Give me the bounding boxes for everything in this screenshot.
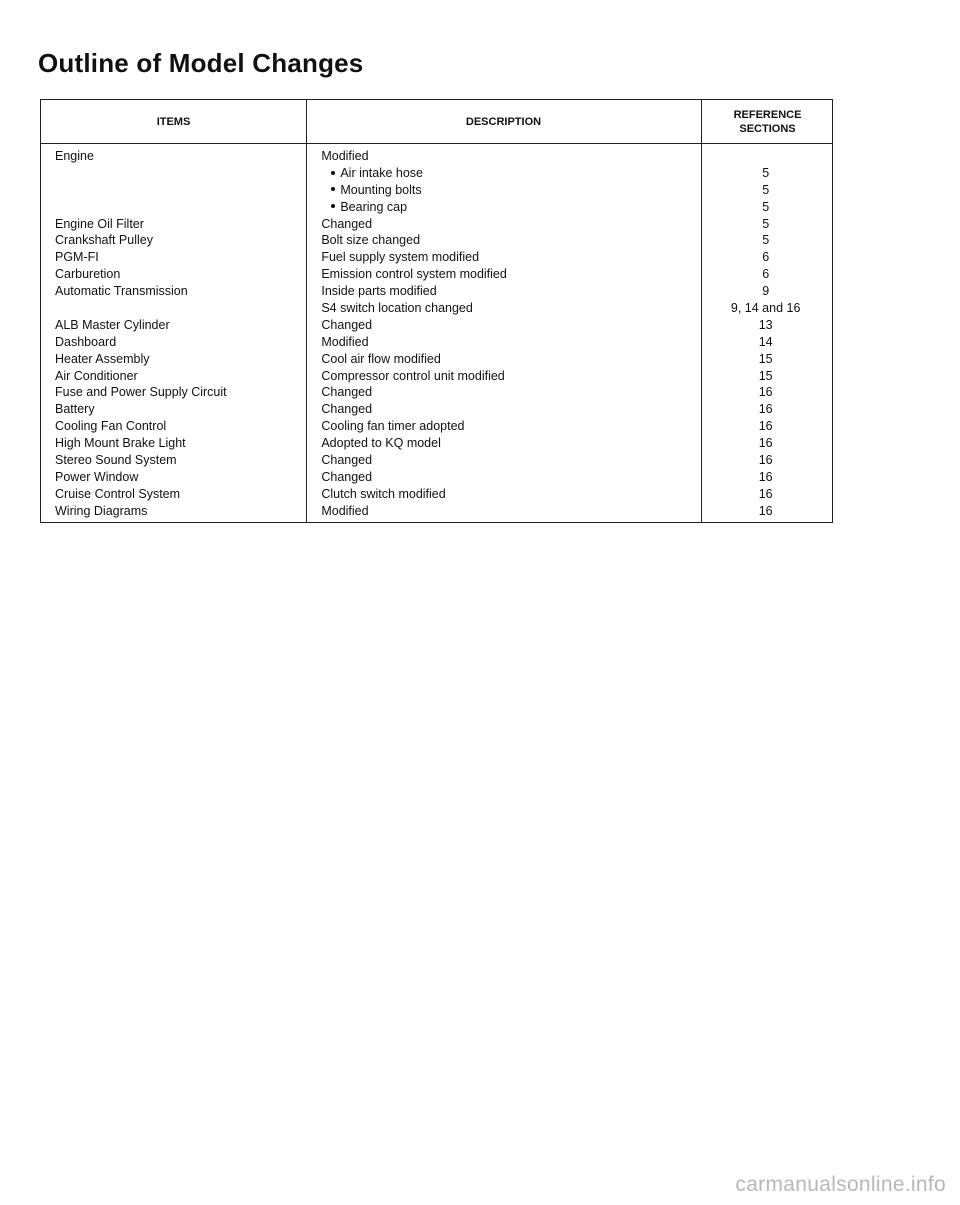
- description-text: Adopted to KQ model: [321, 436, 441, 451]
- description-text: S4 switch location changed: [321, 301, 473, 316]
- description-text: Modified: [321, 149, 369, 163]
- description-text: Changed: [321, 469, 373, 484]
- description-text: Bearing cap: [340, 199, 408, 214]
- item-cell: Dashboard: [55, 334, 117, 349]
- item-cell: High Mount Brake Light: [55, 436, 186, 451]
- item-cell: [41, 199, 305, 216]
- description-cell: [305, 283, 699, 300]
- item-cell: Heater Assembly: [55, 351, 150, 366]
- item-cell: Engine: [55, 149, 94, 163]
- table-row: [41, 148, 832, 165]
- description-cell: [305, 452, 699, 469]
- bullet-icon: [331, 187, 335, 191]
- table-row: [41, 452, 832, 469]
- table-row: [41, 503, 832, 520]
- bullet-icon: [331, 171, 335, 175]
- description-cell: [305, 199, 699, 216]
- item-cell: PGM-FI: [55, 250, 99, 265]
- header-reference-sections: [701, 100, 834, 144]
- description-cell: [305, 384, 699, 401]
- watermark-url: carmanualsonline.info: [735, 1173, 946, 1196]
- reference-cell: [699, 148, 832, 165]
- table-row: [41, 486, 832, 503]
- table-row: [41, 334, 832, 351]
- reference-cell: 16: [758, 469, 773, 484]
- table-row: [41, 435, 832, 452]
- table-row: [41, 401, 832, 418]
- description-cell: [305, 182, 699, 199]
- table-row: [41, 283, 832, 300]
- description-text: Clutch switch modified: [321, 486, 446, 501]
- table-row: [41, 418, 832, 435]
- description-text: Mounting bolts: [340, 182, 422, 197]
- description-text: Changed: [321, 453, 373, 468]
- reference-cell: 9: [762, 284, 770, 299]
- reference-cell: 5: [762, 233, 770, 248]
- description-text: Changed: [321, 385, 373, 400]
- table-row: [41, 249, 832, 266]
- description-text: Air intake hose: [340, 165, 424, 180]
- item-cell: [41, 300, 305, 317]
- table-row: [41, 317, 832, 334]
- item-cell: Air Conditioner: [55, 368, 138, 383]
- reference-cell: 5: [762, 216, 770, 231]
- model-changes-table: [40, 99, 833, 523]
- item-cell: Power Window: [55, 469, 139, 484]
- item-cell: Stereo Sound System: [55, 453, 177, 468]
- description-cell: [305, 435, 699, 452]
- description-text: Bolt size changed: [321, 233, 421, 248]
- description-text: Modified: [321, 334, 369, 349]
- reference-cell: 15: [758, 368, 773, 383]
- description-cell: [305, 486, 699, 503]
- header-reference-line2: SECTIONS: [739, 123, 796, 135]
- page-title: Outline of Model Changes: [38, 48, 364, 78]
- reference-cell: 16: [758, 453, 773, 468]
- reference-cell: 5: [762, 199, 770, 214]
- reference-cell: 15: [758, 351, 773, 366]
- description-cell: [305, 418, 699, 435]
- header-description: DESCRIPTION: [465, 116, 542, 128]
- reference-cell: 16: [758, 486, 773, 501]
- description-text: Inside parts modified: [321, 284, 437, 299]
- reference-cell: 5: [762, 165, 770, 180]
- description-cell: [305, 266, 699, 283]
- item-cell: Battery: [55, 402, 95, 417]
- table-row: [41, 199, 832, 216]
- reference-cell: 16: [758, 436, 773, 451]
- table-row: [41, 368, 832, 385]
- table-row: [41, 182, 832, 199]
- item-cell: Automatic Transmission: [55, 284, 188, 299]
- description-cell: [305, 232, 699, 249]
- description-cell: [305, 148, 699, 165]
- description-cell: [305, 368, 699, 385]
- description-cell: [305, 249, 699, 266]
- description-cell: [305, 300, 699, 317]
- table-row: [41, 165, 832, 182]
- reference-cell: 6: [762, 267, 770, 282]
- reference-cell: 9, 14 and 16: [730, 301, 801, 316]
- description-text: Compressor control unit modified: [321, 368, 505, 383]
- item-cell: [41, 182, 305, 199]
- table-row: [41, 266, 832, 283]
- item-cell: [41, 165, 305, 182]
- item-cell: Crankshaft Pulley: [55, 233, 153, 248]
- item-cell: ALB Master Cylinder: [55, 317, 170, 332]
- reference-cell: 16: [758, 385, 773, 400]
- item-cell: Cruise Control System: [55, 486, 181, 501]
- item-cell: Carburetion: [55, 267, 121, 282]
- description-text: Fuel supply system modified: [321, 250, 480, 265]
- table-row: [41, 384, 832, 401]
- reference-cell: 5: [762, 182, 770, 197]
- description-cell: [305, 334, 699, 351]
- description-text: Changed: [321, 317, 373, 332]
- reference-cell: 16: [758, 503, 773, 518]
- item-cell: Cooling Fan Control: [55, 419, 167, 434]
- header-reference-line1: REFERENCE: [733, 109, 802, 121]
- description-cell: [305, 469, 699, 486]
- description-cell: [305, 503, 699, 520]
- item-cell: Engine Oil Filter: [55, 216, 144, 231]
- description-text: Cool air flow modified: [321, 351, 441, 366]
- description-text: Emission control system modified: [321, 267, 507, 282]
- reference-cell: 13: [758, 317, 773, 332]
- item-cell: Fuse and Power Supply Circuit: [55, 385, 227, 400]
- description-cell: [305, 401, 699, 418]
- reference-cell: 6: [762, 250, 770, 265]
- description-text: Cooling fan timer adopted: [321, 419, 465, 434]
- reference-cell: 16: [758, 419, 773, 434]
- table-row: [41, 300, 832, 317]
- description-cell: [305, 165, 699, 182]
- description-text: Changed: [321, 402, 373, 417]
- description-text: Modified: [321, 503, 369, 518]
- item-cell: Wiring Diagrams: [55, 503, 148, 518]
- description-cell: [305, 351, 699, 368]
- bullet-icon: [331, 204, 335, 208]
- table-row: [41, 232, 832, 249]
- table-row: [41, 351, 832, 368]
- table-row: [41, 469, 832, 486]
- description-cell: [305, 216, 699, 233]
- reference-cell: 14: [758, 334, 773, 349]
- description-cell: [305, 317, 699, 334]
- table-body: [41, 148, 832, 520]
- table-row: [41, 216, 832, 233]
- table-header-row: [41, 100, 832, 144]
- header-items: ITEMS: [156, 116, 191, 128]
- description-text: Changed: [321, 216, 373, 231]
- reference-cell: 16: [758, 402, 773, 417]
